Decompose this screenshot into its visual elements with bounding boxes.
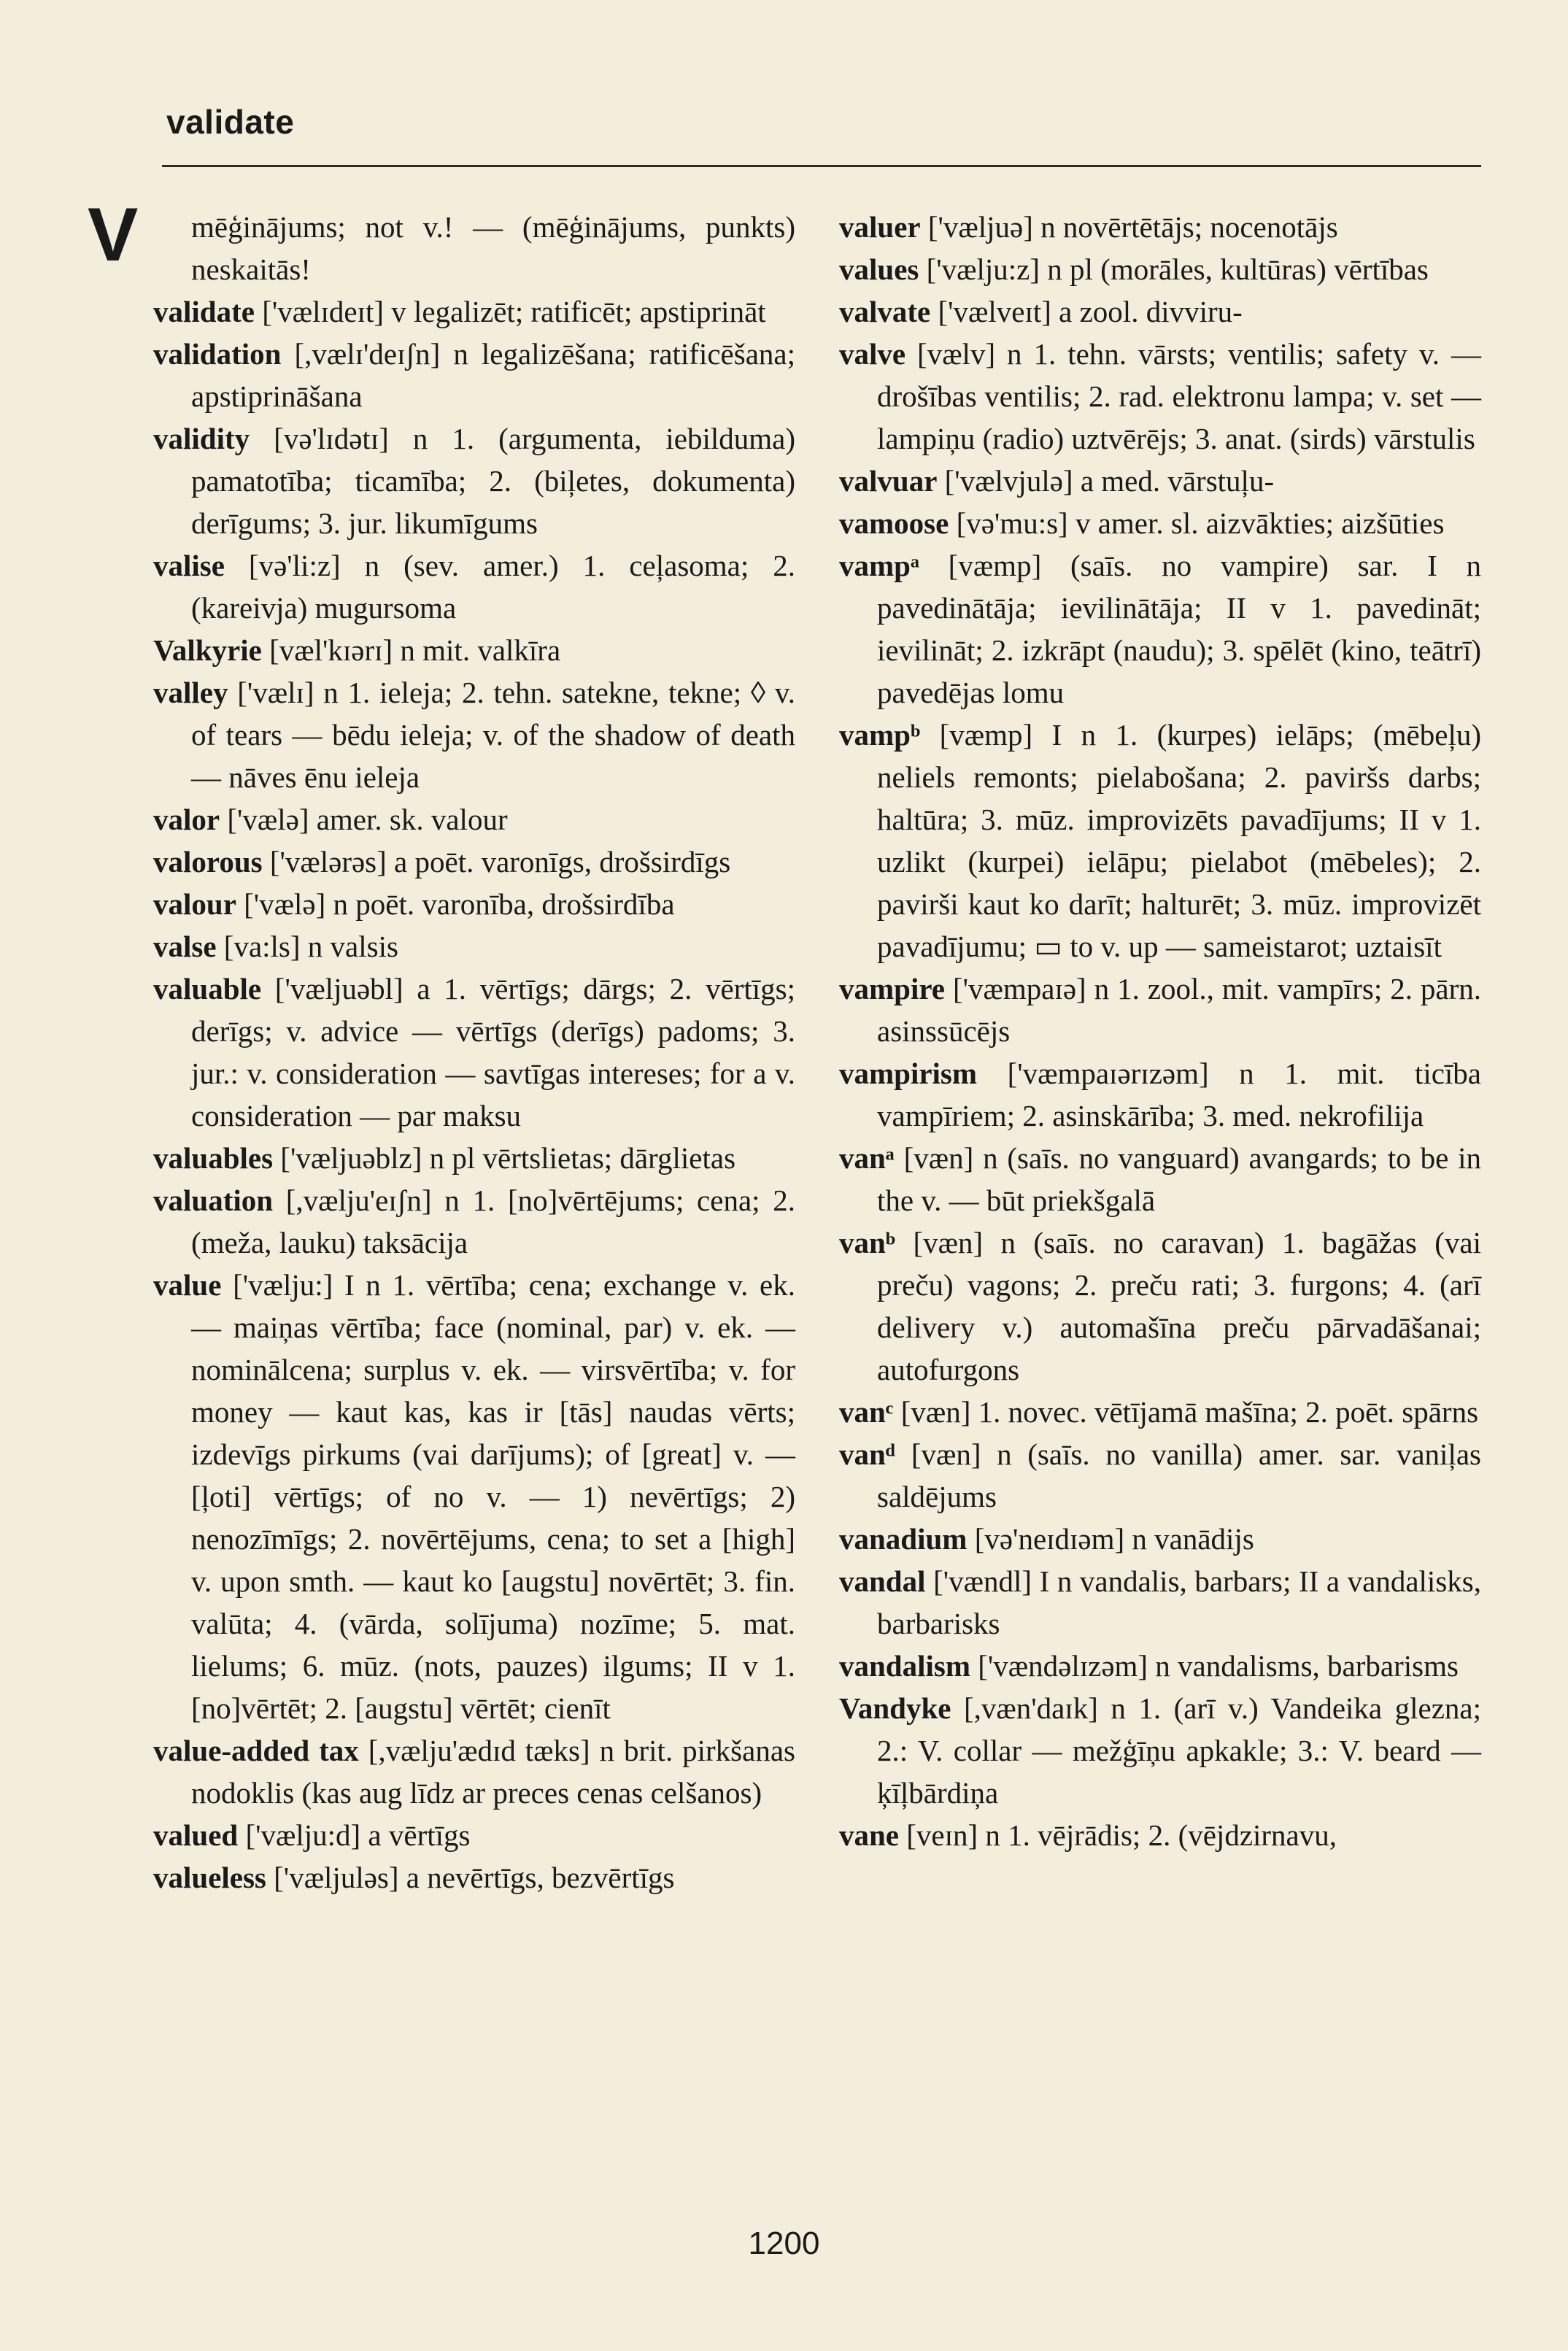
entry-definition: [va:ls] n valsis	[216, 930, 398, 963]
headword: values	[839, 252, 919, 286]
entry-definition: ['væljuəbl] a 1. vērtīgs; dārgs; 2. vērtīgs; derīgs; v. advice — vērtīgs (derīgs) padoms; 3. jur.: v. consideration — savtīgas intereses; for a v. consideration — par maksu	[191, 972, 795, 1132]
headword: validation	[153, 337, 282, 371]
dictionary-entry	[839, 1391, 1481, 1433]
headword: valuable	[153, 972, 262, 1005]
headword: vane	[839, 1818, 899, 1852]
entry-definition: ['vælju:] I n 1. vērtība; cena; exchange v. ek. — maiņas vērtība; face (nominal, par) v. ek. — nominālcena; surplus v. ek. — virsvērtība; v. for money — kaut kas, kas ir [tās] naudas vērts; izdevīgs pirkums (vai darījums); of [great] v. — [ļoti] vērtīgs; of no v. — 1) nevērtīgs; 2) nenozīmīgs; 2. novērtējums, cena; to set a [high] v. upon smth. — kaut ko [augstu] novērtēt; 3. fin. valūta; 4. (vārda, solījuma) nozīme; 5. mat. lielums; 6. mūz. (nots, pauzes) ilgums; II v 1. [no]vērtēt; 2. [augstu] vērtēt; cienīt	[191, 1268, 795, 1725]
dictionary-entry	[153, 1729, 795, 1814]
dictionary-entry	[153, 206, 795, 290]
dictionary-entry	[839, 333, 1481, 460]
entry-definition: [,vælju'eɪʃn] n 1. [no]vērtējums; cena; 2. (meža, lauku) taksācija	[191, 1184, 795, 1259]
entry-definition: ['vælɪ] n 1. ieleja; 2. tehn. satekne, tekne; ◊ v. of tears — bēdu ieleja; v. of the shadow of death — nāves ēnu ieleja	[191, 676, 795, 794]
dictionary-entry	[839, 968, 1481, 1052]
entry-definition: [væn] 1. novec. vētījamā mašīna; 2. poēt. spārns	[893, 1395, 1479, 1429]
headword: valorous	[153, 845, 263, 879]
headword: vandalism	[839, 1649, 970, 1683]
headword: valuables	[153, 1141, 274, 1175]
entry-definition: ['vælərəs] a poēt. varonīgs, drošsirdīgs	[262, 845, 731, 879]
headword: vanadium	[839, 1522, 968, 1556]
entry-definition: [və'neɪdɪəm] n vanādijs	[967, 1522, 1254, 1556]
entry-definition: ['væljuləs] a nevērtīgs, bezvērtīgs	[266, 1861, 675, 1894]
dictionary-entry	[153, 841, 795, 883]
entry-definition: [,væn'daɪk] n 1. (arī v.) Vandeika glezna; 2.: V. collar — mežģīņu apkakle; 3.: V. beard — ķīļbārdiņa	[877, 1691, 1481, 1810]
entry-definition: ['vælə] n poēt. varonība, drošsirdība	[236, 887, 675, 921]
entry-definition: [və'li:z] n (sev. amer.) 1. ceļasoma; 2. (kareivja) mugursoma	[191, 549, 795, 625]
entry-definition: ['vælju:d] a vērtīgs	[238, 1818, 471, 1852]
entry-definition: [və'mu:s] v amer. sl. aizvākties; aizšūties	[949, 506, 1445, 540]
entry-definition: ['vændl] I n vandalis, barbars; II a vandalisks, barbarisks	[877, 1564, 1481, 1640]
entry-definition: ['væmpaɪə] n 1. zool., mit. vampīrs; 2. pārn. asinssūcējs	[877, 972, 1481, 1048]
dictionary-entry	[153, 1814, 795, 1856]
entry-definition: ['vælə] amer. sk. valour	[220, 803, 508, 836]
dictionary-entry	[839, 1137, 1481, 1221]
headword: valor	[153, 803, 220, 836]
headword: valve	[839, 337, 906, 371]
entry-definition: ['vælɪdeɪt] v legalizēt; ratificēt; apstiprināt	[254, 295, 766, 328]
headword: vampᵃ	[839, 549, 919, 582]
dictionary-entry	[153, 629, 795, 671]
dictionary-entry	[153, 798, 795, 841]
headword: valse	[153, 930, 217, 963]
headword: valued	[153, 1818, 239, 1852]
dictionary-entry	[839, 248, 1481, 290]
headword: vampire	[839, 972, 946, 1005]
headword: value	[153, 1268, 222, 1302]
headword: valise	[153, 549, 225, 582]
dictionary-entry	[153, 1856, 795, 1899]
dictionary-entry	[153, 883, 795, 925]
dictionary-entry	[153, 968, 795, 1137]
dictionary-entry	[153, 925, 795, 968]
entry-definition: [væmp] I n 1. (kurpes) ielāps; (mēbeļu) neliels remonts; pielabošana; 2. paviršs darbs; haltūra; 3. mūz. improvizēts pavadījums; II v 1. uzlikt (kurpei) ielāpu; pielabot (mēbeles); 2. pavirši kaut ko darīt; halturēt; 3. mūz. improvizēt pavadījumu; ▭ to v. up — sameistarot; uztaisīt	[877, 718, 1481, 963]
headword: vanᶜ	[839, 1395, 894, 1429]
dictionary-entry	[153, 417, 795, 544]
dictionary-entry	[839, 1221, 1481, 1391]
dictionary-entry	[153, 1264, 795, 1729]
dictionary-entry	[839, 1518, 1481, 1560]
dictionary-entry	[839, 714, 1481, 968]
dictionary-entry	[839, 1433, 1481, 1518]
headword: valour	[153, 887, 236, 921]
headword: vandal	[839, 1564, 926, 1598]
dictionary-entry	[839, 544, 1481, 714]
entry-definition: [væmp] (saīs. no vampire) sar. I n pavedinātāja; ievilinātāja; II v 1. pavedināt; ievilināt; 2. izkrāpt (naudu); 3. spēlēt (kino, teātrī) pavedējas lomu	[877, 549, 1481, 709]
entry-definition: ['vælju:z] n pl (morāles, kultūras) vērtības	[919, 252, 1429, 286]
dictionary-entry	[153, 1179, 795, 1264]
entry-definition: [və'lɪdətɪ] n 1. (argumenta, iebilduma) pamatotība; ticamība; 2. (biļetes, dokumenta) derīgums; 3. jur. likumīgums	[191, 422, 795, 540]
entry-definition: [væn] n (saīs. no caravan) 1. bagāžas (vai preču) vagons; 2. preču rati; 3. furgons; 4. (arī delivery v.) automašīna preču pārvadāšanai; autofurgons	[877, 1226, 1481, 1386]
dictionary-entry	[839, 290, 1481, 333]
entry-definition: ['væljuə] n novērtētājs; nocenotājs	[920, 210, 1338, 244]
entry-definition: ['vændəlɪzəm] n vandalisms, barbarisms	[970, 1649, 1459, 1683]
headword: vampᵇ	[839, 718, 921, 752]
entry-definition: [,vælju'ædɪd tæks] n brit. pirkšanas nodoklis (kas aug līdz ar preces cenas celšanos)	[191, 1734, 795, 1810]
headword: valvuar	[839, 464, 938, 498]
dictionary-entry	[839, 1687, 1481, 1814]
entry-definition: [væn] n (saīs. no vanguard) avangards; to be in the v. — būt priekšgalā	[877, 1141, 1481, 1217]
running-head: validate	[166, 103, 295, 141]
entry-definition: [veɪn] n 1. vējrādis; 2. (vējdzirnavu,	[899, 1818, 1337, 1852]
headword: Vandyke	[839, 1691, 951, 1725]
dictionary-entry	[839, 1645, 1481, 1687]
dictionary-entry	[839, 1814, 1481, 1856]
entry-definition: mēģinājums; not v.! — (mēģinājums, punkts) neskaitās!	[191, 210, 795, 286]
right-column	[839, 206, 1481, 1856]
headword: vamoose	[839, 506, 949, 540]
left-column	[153, 206, 795, 1899]
dictionary-entry	[153, 333, 795, 417]
entry-definition: ['vælveɪt] a zool. divviru-	[930, 295, 1243, 328]
entry-definition: ['vælvjulə] a med. vārstuļu-	[937, 464, 1275, 498]
dictionary-entry	[153, 1137, 795, 1179]
headword: validate	[153, 295, 255, 328]
headword: vanᵇ	[839, 1226, 896, 1259]
entry-definition: [væn] n (saīs. no vanilla) amer. sar. vaniļas saldējums	[877, 1437, 1481, 1513]
dictionary-entry	[839, 1560, 1481, 1645]
dictionary-entry	[839, 502, 1481, 544]
headword: valley	[153, 676, 228, 709]
entry-definition: [væl'kɪərɪ] n mit. valkīra	[261, 633, 561, 667]
headword: valuation	[153, 1184, 274, 1217]
entry-definition: ['væljuəblz] n pl vērtslietas; dārglietas	[273, 1141, 736, 1175]
entry-definition: [,vælɪ'deɪʃn] n legalizēšana; ratificēšana; apstiprināšana	[191, 337, 795, 413]
entry-definition: ['væmpaɪərɪzəm] n 1. mit. ticība vampīriem; 2. asinskārība; 3. med. nekrofilija	[877, 1057, 1481, 1132]
headword: vanᵈ	[839, 1437, 896, 1471]
dictionary-entry	[839, 1052, 1481, 1137]
headword: value-added tax	[153, 1734, 359, 1767]
dictionary-entry	[153, 544, 795, 629]
section-letter-marker: V	[88, 193, 139, 277]
header-rule	[162, 165, 1481, 167]
headword: valuer	[839, 210, 921, 244]
headword: Valkyrie	[153, 633, 262, 667]
headword: valueless	[153, 1861, 266, 1894]
dictionary-entry	[153, 290, 795, 333]
dictionary-entry	[153, 671, 795, 798]
dictionary-entry	[839, 460, 1481, 502]
entry-definition: [vælv] n 1. tehn. vārsts; ventilis; safety v. — drošības ventilis; 2. rad. elektronu lampa; v. set — lampiņu (radio) uztvērējs; 3. anat. (sirds) vārstulis	[877, 337, 1481, 455]
page-number: 1200	[748, 2225, 820, 2261]
headword: vanᵃ	[839, 1141, 895, 1175]
headword: validity	[153, 422, 250, 455]
dictionary-entry	[839, 206, 1481, 248]
headword: valvate	[839, 295, 931, 328]
headword: vampirism	[839, 1057, 978, 1090]
